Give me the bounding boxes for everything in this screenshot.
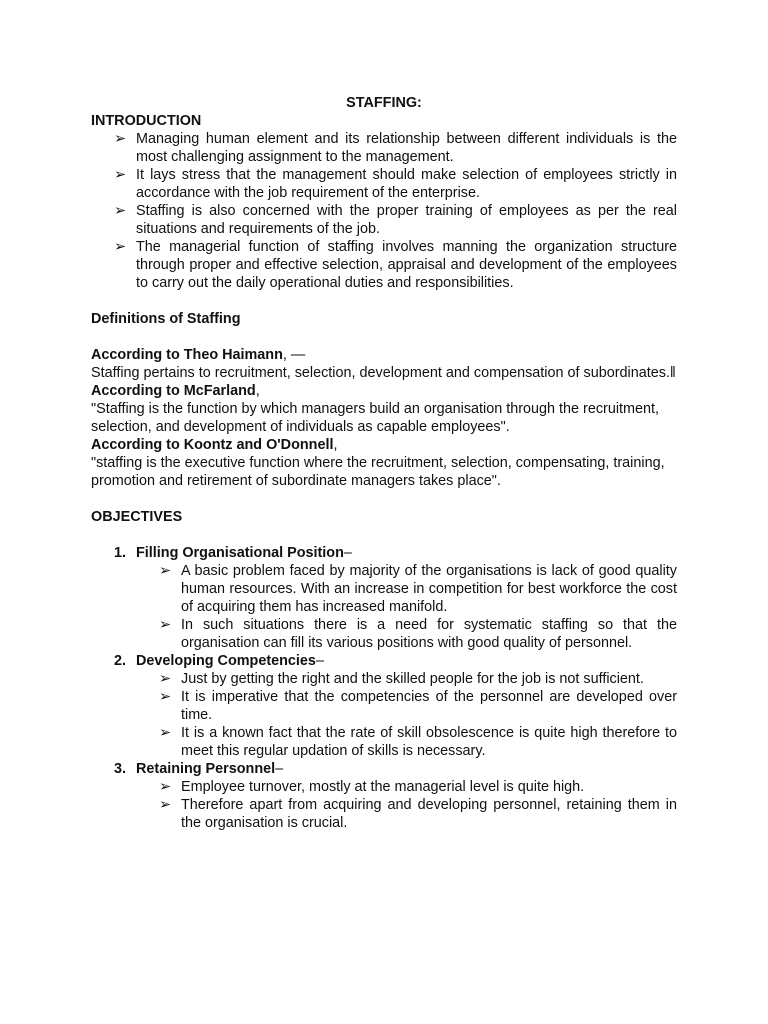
arrow-bullet-icon: ➢ — [114, 167, 127, 183]
definition-text: "staffing is the executive function where the recruitment, selection, compensating, training, promotion and retirement of subordinate managers takes place". — [91, 455, 665, 489]
objective-title-line — [91, 652, 677, 670]
list-item-text: In such situations there is a need for systematic staffing so that the organisation can fill its various positions with good quality of personnel. — [181, 617, 677, 651]
objectives-heading: OBJECTIVES — [91, 509, 183, 525]
definition-source-line — [91, 382, 677, 400]
list-item-text: The managerial function of staffing involves manning the organization structure through proper and effective selection, appraisal and development of the employees to carry out the daily operational duties and responsibilities. — [136, 239, 677, 291]
list-item — [91, 688, 677, 724]
definition-entry — [91, 346, 677, 382]
arrow-bullet-icon: ➢ — [159, 689, 172, 705]
list-item — [91, 778, 677, 796]
intro-heading: INTRODUCTION — [91, 113, 202, 129]
list-item-text: Just by getting the right and the skilled people for the job is not sufficient. — [181, 671, 644, 687]
document-content — [91, 94, 677, 832]
list-item — [91, 796, 677, 832]
spacer — [91, 328, 677, 346]
arrow-bullet-icon: ➢ — [159, 563, 172, 579]
spacer — [91, 490, 677, 508]
arrow-bullet-icon: ➢ — [159, 779, 172, 795]
list-item — [91, 670, 677, 688]
list-item-text: Staffing is also concerned with the proper training of employees as per the real situations and requirements of the job. — [136, 203, 677, 237]
arrow-bullet-icon: ➢ — [114, 131, 127, 147]
arrow-bullet-icon: ➢ — [159, 725, 172, 741]
list-item — [91, 724, 677, 760]
list-item-text: Therefore apart from acquiring and developing personnel, retaining them in the organisation is crucial. — [181, 797, 677, 831]
list-item-text: A basic problem faced by majority of the organisations is lack of good quality human resources. With an increase in competition for best workforce the cost of acquiring them has increased manifold. — [181, 563, 677, 615]
objective-dash: – — [343, 545, 352, 561]
definition-text: Staffing pertains to recruitment, selection, development and compensation of subordinates.‖ — [91, 365, 676, 381]
arrow-bullet-icon: ➢ — [159, 617, 172, 633]
definition-source-line — [91, 346, 677, 364]
definition-suffix: , — [333, 437, 338, 453]
intro-list — [91, 130, 677, 292]
list-item-text: It is imperative that the competencies of the personnel are developed over time. — [181, 689, 677, 723]
definition-source: According to Theo Haimann — [91, 347, 283, 363]
definition-suffix: , — [255, 383, 260, 399]
arrow-bullet-icon: ➢ — [159, 671, 172, 687]
arrow-bullet-icon: ➢ — [159, 797, 172, 813]
objective-dash: – — [275, 761, 284, 777]
list-item-text: Managing human element and its relationship between different individuals is the most challenging assignment to the management. — [136, 131, 677, 165]
definition-text: "Staffing is the function by which managers build an organisation through the recruitment, selection, and development of individuals as capable employees". — [91, 401, 660, 435]
list-item-text: It lays stress that the management should make selection of employees strictly in accordance with the job requirement of the enterprise. — [136, 167, 677, 201]
spacer — [91, 526, 677, 544]
definitions-heading: Definitions of Staffing — [91, 311, 241, 327]
objective-title: Developing Competencies — [136, 653, 316, 669]
list-item-text: Employee turnover, mostly at the managerial level is quite high. — [181, 779, 585, 795]
objective-dash: – — [315, 653, 324, 669]
list-item — [91, 616, 677, 652]
arrow-bullet-icon: ➢ — [114, 203, 127, 219]
objective-title: Retaining Personnel — [136, 761, 276, 777]
definition-source: According to McFarland — [91, 383, 256, 399]
objective-title: Filling Organisational Position — [136, 545, 344, 561]
list-item-text: It is a known fact that the rate of skill obsolescence is quite high therefore to meet this regular updation of skills is necessary. — [181, 725, 677, 759]
objective-number: 1. — [114, 545, 127, 561]
list-item — [91, 166, 677, 202]
objective-number: 3. — [114, 761, 127, 777]
objective-item — [91, 544, 677, 652]
objective-title-line — [91, 544, 677, 562]
objective-title-line — [91, 760, 677, 778]
list-item — [91, 562, 677, 616]
objective-item — [91, 760, 677, 832]
list-item — [91, 130, 677, 166]
spacer — [91, 292, 677, 310]
definition-suffix: , — — [282, 347, 306, 363]
arrow-bullet-icon: ➢ — [114, 239, 127, 255]
page-title: STAFFING: — [346, 95, 422, 111]
objective-number: 2. — [114, 653, 127, 669]
list-item — [91, 202, 677, 238]
definition-entry — [91, 382, 677, 436]
definition-entry — [91, 436, 677, 490]
list-item — [91, 238, 677, 292]
definition-source-line — [91, 436, 677, 454]
definition-source: According to Koontz and O'Donnell — [91, 437, 334, 453]
objective-item — [91, 652, 677, 760]
